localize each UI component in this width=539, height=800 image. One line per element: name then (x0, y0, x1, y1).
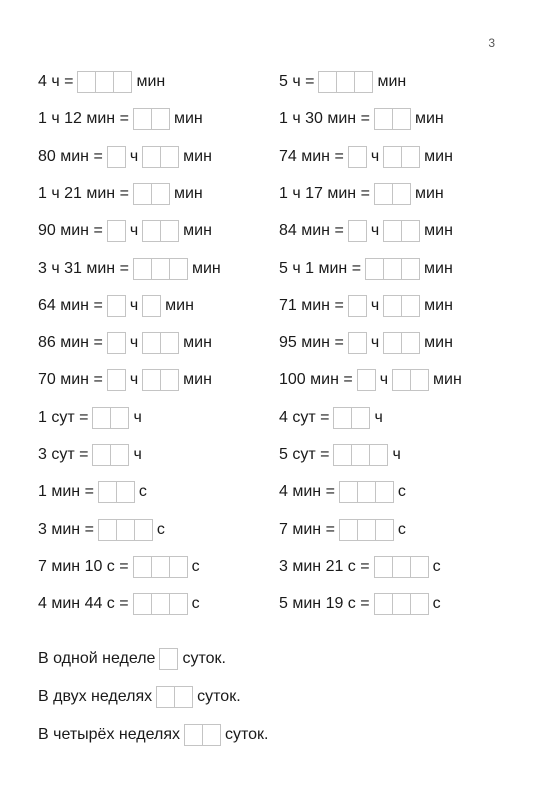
answer-box[interactable] (348, 146, 367, 168)
exercise-prompt: 5 ч 1 мин = (279, 260, 362, 277)
answer-box[interactable] (133, 108, 170, 130)
answer-box[interactable] (133, 183, 170, 205)
answer-cell[interactable] (375, 184, 393, 204)
answer-cell[interactable] (402, 333, 419, 353)
answer-box[interactable] (98, 481, 135, 503)
week-sentence (38, 686, 241, 708)
answer-box[interactable] (159, 648, 178, 670)
answer-cell[interactable] (411, 370, 428, 390)
exercise-prompt: 3 сут = (38, 446, 89, 463)
unit-label: мин (173, 110, 203, 127)
conversion-exercise (38, 519, 165, 541)
unit-label: ч (129, 334, 139, 351)
answer-cell[interactable] (152, 184, 169, 204)
conversion-exercise (38, 71, 165, 93)
answer-cell[interactable] (393, 557, 411, 577)
conversion-exercise (279, 183, 444, 205)
answer-cell[interactable] (384, 296, 402, 316)
page-number: 3 (488, 36, 495, 50)
answer-cell[interactable] (108, 296, 125, 316)
answer-cell[interactable] (370, 445, 387, 465)
answer-cell[interactable] (134, 109, 152, 129)
sentence-suffix: суток. (224, 726, 269, 743)
conversion-exercise (279, 556, 441, 578)
answer-box[interactable] (133, 258, 188, 280)
answer-cell[interactable] (170, 594, 187, 614)
unit-label: мин (377, 73, 407, 90)
conversion-exercise (279, 519, 406, 541)
answer-cell[interactable] (355, 72, 372, 92)
answer-cell[interactable] (384, 221, 402, 241)
answer-cell[interactable] (393, 594, 411, 614)
answer-cell[interactable] (402, 147, 419, 167)
unit-label: ч (129, 148, 139, 165)
answer-cell[interactable] (349, 147, 366, 167)
unit-label: мин (424, 297, 453, 314)
answer-box[interactable] (142, 332, 179, 354)
exercise-prompt: 1 сут = (38, 409, 89, 426)
answer-cell[interactable] (376, 520, 393, 540)
answer-cell[interactable] (366, 259, 384, 279)
answer-cell[interactable] (134, 557, 152, 577)
answer-cell[interactable] (170, 259, 187, 279)
exercise-prompt: 3 мин = (38, 521, 94, 538)
conversion-exercise (38, 444, 142, 466)
answer-cell[interactable] (108, 370, 125, 390)
answer-cell[interactable] (411, 594, 428, 614)
unit-label: с (138, 483, 147, 500)
answer-cell[interactable] (93, 445, 111, 465)
answer-cell[interactable] (152, 594, 170, 614)
answer-cell[interactable] (161, 370, 178, 390)
answer-box[interactable] (333, 407, 370, 429)
conversion-exercise (279, 71, 406, 93)
unit-label: мин (183, 334, 212, 351)
answer-box[interactable] (348, 332, 367, 354)
conversion-exercise (279, 332, 453, 354)
answer-cell[interactable] (157, 687, 175, 707)
answer-cell[interactable] (161, 147, 178, 167)
answer-box[interactable] (107, 295, 126, 317)
answer-cell[interactable] (161, 333, 178, 353)
answer-box[interactable] (107, 369, 126, 391)
unit-label: ч (392, 446, 401, 463)
unit-label: с (432, 595, 441, 612)
answer-cell[interactable] (376, 482, 393, 502)
answer-cell[interactable] (134, 259, 152, 279)
conversion-exercise (279, 220, 453, 242)
conversion-exercise (279, 369, 462, 391)
answer-cell[interactable] (411, 557, 428, 577)
conversion-exercise (38, 183, 203, 205)
answer-cell[interactable] (340, 482, 358, 502)
unit-label: мин (433, 371, 462, 388)
answer-box[interactable] (92, 444, 129, 466)
unit-label: мин (183, 222, 212, 239)
answer-cell[interactable] (143, 296, 160, 316)
sentence-prefix: В двух неделях (38, 688, 153, 705)
exercise-prompt: 64 мин = (38, 297, 103, 314)
answer-cell[interactable] (334, 408, 352, 428)
unit-label: мин (414, 185, 444, 202)
unit-label: мин (424, 148, 453, 165)
answer-box[interactable] (142, 146, 179, 168)
week-sentence (38, 648, 226, 670)
answer-cell[interactable] (143, 147, 161, 167)
unit-label: с (191, 595, 200, 612)
unit-label: мин (173, 185, 203, 202)
unit-label: мин (424, 260, 453, 277)
answer-box[interactable] (107, 220, 126, 242)
answer-box[interactable] (365, 258, 420, 280)
unit-label: ч (370, 297, 380, 314)
answer-box[interactable] (77, 71, 132, 93)
answer-box[interactable] (133, 593, 188, 615)
answer-cell[interactable] (143, 221, 161, 241)
answer-cell[interactable] (352, 445, 370, 465)
unit-label: мин (424, 222, 453, 239)
answer-box[interactable] (142, 295, 161, 317)
answer-cell[interactable] (99, 482, 117, 502)
unit-label: ч (133, 409, 142, 426)
unit-label: ч (129, 222, 139, 239)
conversion-exercise (38, 407, 142, 429)
answer-cell[interactable] (170, 557, 187, 577)
unit-label: ч (129, 297, 139, 314)
unit-label: с (432, 558, 441, 575)
sentence-suffix: суток. (182, 650, 226, 667)
unit-label: мин (414, 110, 444, 127)
conversion-exercise (38, 295, 194, 317)
answer-cell[interactable] (375, 109, 393, 129)
conversion-exercise (279, 258, 453, 280)
conversion-exercise (279, 108, 444, 130)
answer-cell[interactable] (384, 147, 402, 167)
exercise-prompt: 1 ч 21 мин = (38, 185, 129, 202)
answer-box[interactable] (142, 369, 179, 391)
exercise-prompt: 84 мин = (279, 222, 344, 239)
exercise-prompt: 71 мин = (279, 297, 344, 314)
answer-cell[interactable] (402, 259, 419, 279)
unit-label: ч (129, 371, 139, 388)
answer-box[interactable] (92, 407, 129, 429)
exercise-prompt: 3 мин 21 с = (279, 558, 370, 575)
exercise-prompt: 74 мин = (279, 148, 344, 165)
answer-box[interactable] (339, 481, 394, 503)
sentence-prefix: В четырёх неделях (38, 726, 180, 743)
unit-label: ч (370, 334, 380, 351)
unit-label: мин (136, 73, 166, 90)
exercise-prompt: 4 мин = (279, 483, 335, 500)
answer-cell[interactable] (393, 184, 410, 204)
exercise-prompt: 1 мин = (38, 483, 94, 500)
conversion-exercise (279, 295, 453, 317)
answer-cell[interactable] (134, 594, 152, 614)
answer-cell[interactable] (402, 221, 419, 241)
unit-label: с (397, 521, 406, 538)
answer-box[interactable] (339, 519, 394, 541)
answer-cell[interactable] (384, 259, 402, 279)
answer-cell[interactable] (375, 557, 393, 577)
answer-cell[interactable] (160, 649, 177, 669)
conversion-exercise (279, 444, 401, 466)
answer-cell[interactable] (117, 482, 134, 502)
conversion-exercise (279, 593, 441, 615)
conversion-exercise (279, 481, 406, 503)
exercise-prompt: 100 мин = (279, 371, 353, 388)
sentence-suffix: суток. (197, 688, 241, 705)
answer-box[interactable] (374, 556, 429, 578)
unit-label: ч (374, 409, 383, 426)
answer-box[interactable] (357, 369, 376, 391)
answer-cell[interactable] (334, 445, 352, 465)
answer-cell[interactable] (152, 259, 170, 279)
conversion-exercise (38, 332, 212, 354)
answer-cell[interactable] (352, 408, 369, 428)
conversion-exercise (38, 481, 147, 503)
answer-box[interactable] (374, 108, 411, 130)
answer-cell[interactable] (161, 221, 178, 241)
unit-label: с (191, 558, 200, 575)
conversion-exercise (38, 593, 200, 615)
conversion-exercise (38, 369, 212, 391)
unit-label: ч (370, 148, 380, 165)
exercise-prompt: 7 мин 10 с = (38, 558, 129, 575)
answer-box[interactable] (107, 332, 126, 354)
answer-box[interactable] (383, 295, 420, 317)
exercise-prompt: 4 мин 44 с = (38, 595, 129, 612)
answer-box[interactable] (383, 146, 420, 168)
answer-cell[interactable] (358, 482, 376, 502)
exercise-prompt: 1 ч 12 мин = (38, 110, 129, 127)
answer-cell[interactable] (349, 221, 366, 241)
unit-label: с (156, 521, 165, 538)
answer-box[interactable] (383, 332, 420, 354)
answer-cell[interactable] (134, 184, 152, 204)
answer-box[interactable] (383, 220, 420, 242)
answer-cell[interactable] (185, 725, 203, 745)
answer-box[interactable] (107, 146, 126, 168)
answer-box[interactable] (98, 519, 153, 541)
answer-cell[interactable] (93, 408, 111, 428)
answer-cell[interactable] (393, 109, 410, 129)
answer-cell[interactable] (117, 520, 135, 540)
answer-cell[interactable] (393, 370, 411, 390)
sentence-prefix: В одной неделе (38, 650, 156, 667)
answer-cell[interactable] (340, 520, 358, 540)
answer-cell[interactable] (78, 72, 96, 92)
conversion-exercise (38, 146, 212, 168)
answer-cell[interactable] (349, 333, 366, 353)
exercise-prompt: 70 мин = (38, 371, 103, 388)
answer-box[interactable] (133, 556, 188, 578)
conversion-exercise (38, 220, 212, 242)
conversion-exercise (279, 146, 453, 168)
answer-cell[interactable] (99, 520, 117, 540)
exercise-prompt: 5 мин 19 с = (279, 595, 370, 612)
answer-cell[interactable] (152, 109, 169, 129)
answer-cell[interactable] (175, 687, 192, 707)
unit-label: мин (424, 334, 453, 351)
answer-cell[interactable] (143, 333, 161, 353)
exercise-prompt: 95 мин = (279, 334, 344, 351)
answer-cell[interactable] (114, 72, 131, 92)
unit-label: с (397, 483, 406, 500)
answer-cell[interactable] (111, 408, 128, 428)
answer-box[interactable] (374, 593, 429, 615)
answer-cell[interactable] (96, 72, 114, 92)
unit-label: ч (370, 222, 380, 239)
exercise-prompt: 3 ч 31 мин = (38, 260, 129, 277)
conversion-exercise (279, 407, 383, 429)
answer-box[interactable] (156, 686, 193, 708)
exercise-prompt: 1 ч 17 мин = (279, 185, 370, 202)
answer-cell[interactable] (358, 520, 376, 540)
exercise-prompt: 4 сут = (279, 409, 330, 426)
answer-cell[interactable] (402, 296, 419, 316)
exercise-prompt: 1 ч 30 мин = (279, 110, 370, 127)
exercise-prompt: 90 мин = (38, 222, 103, 239)
answer-box[interactable] (348, 220, 367, 242)
exercise-prompt: 5 сут = (279, 446, 330, 463)
answer-box[interactable] (184, 724, 221, 746)
unit-label: ч (133, 446, 142, 463)
answer-cell[interactable] (111, 445, 128, 465)
answer-cell[interactable] (337, 72, 355, 92)
answer-box[interactable] (142, 220, 179, 242)
unit-label: мин (183, 371, 212, 388)
answer-cell[interactable] (349, 296, 366, 316)
answer-box[interactable] (392, 369, 429, 391)
answer-cell[interactable] (203, 725, 220, 745)
conversion-exercise (38, 108, 203, 130)
exercise-prompt: 7 мин = (279, 521, 335, 538)
answer-cell[interactable] (135, 520, 152, 540)
answer-cell[interactable] (358, 370, 375, 390)
conversion-exercise (38, 258, 221, 280)
answer-box[interactable] (374, 183, 411, 205)
answer-cell[interactable] (319, 72, 337, 92)
unit-label: ч (379, 371, 389, 388)
answer-box[interactable] (333, 444, 388, 466)
answer-cell[interactable] (152, 557, 170, 577)
answer-cell[interactable] (384, 333, 402, 353)
answer-cell[interactable] (143, 370, 161, 390)
answer-cell[interactable] (108, 147, 125, 167)
answer-cell[interactable] (108, 333, 125, 353)
answer-cell[interactable] (108, 221, 125, 241)
week-sentence (38, 724, 268, 746)
answer-box[interactable] (318, 71, 373, 93)
exercise-prompt: 80 мин = (38, 148, 103, 165)
answer-box[interactable] (348, 295, 367, 317)
answer-cell[interactable] (375, 594, 393, 614)
unit-label: мин (165, 297, 194, 314)
unit-label: мин (183, 148, 212, 165)
conversion-exercise (38, 556, 200, 578)
exercise-prompt: 5 ч = (279, 73, 315, 90)
unit-label: мин (191, 260, 221, 277)
exercise-prompt: 86 мин = (38, 334, 103, 351)
exercise-prompt: 4 ч = (38, 73, 74, 90)
